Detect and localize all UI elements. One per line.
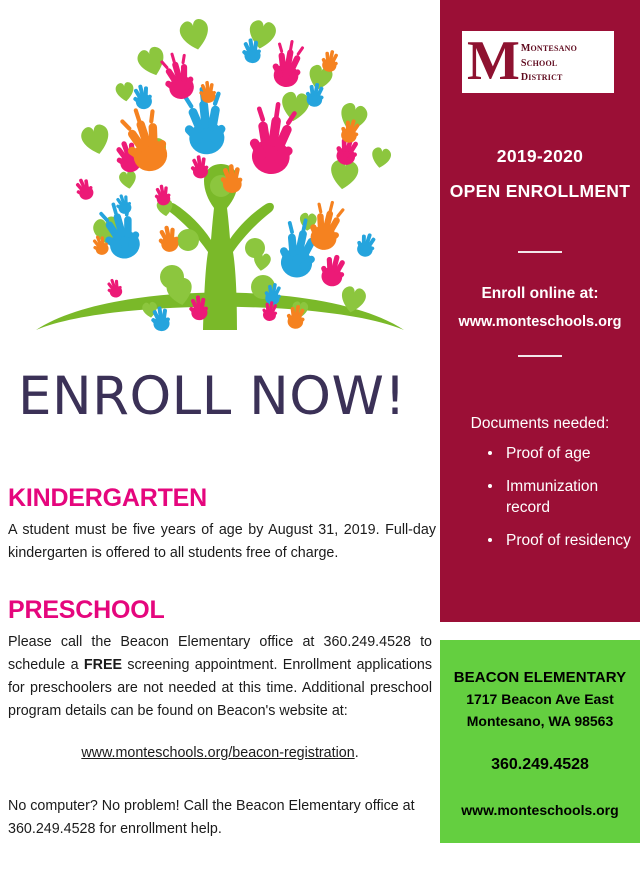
event-title: OPEN ENROLLMENT [449,181,631,201]
link-period: . [354,745,359,761]
kindergarten-body: A student must be five years of age by August 31, 2019. Full-day kindergarten is offered to all students free of charge. [8,522,436,561]
logo-line-district: district [520,69,563,85]
beacon-registration-link[interactable]: www.monteschools.org/beacon-registration [81,745,355,761]
preschool-body-part1: Please call the Beacon Elementary office at 360.249.4528 to schedule a [8,634,432,673]
logo-line-montesano: montesano [520,40,577,56]
enroll-online-label: Enroll online at: [481,285,599,302]
handprint-tree-illustration [0,0,440,352]
preschool-body-part2: screening appointment. Enrollment applications for preschoolers are not needed at this time. Additional preschool program details can be found on Beacon's website at: [8,657,432,719]
contact-address-line1: 1717 Beacon Ave East [466,691,614,707]
list-item: Proof of age [484,443,634,464]
list-item: Proof of residency [484,530,634,551]
contact-website[interactable]: www.monteschools.org [461,802,619,818]
contact-phone[interactable]: 360.249.4528 [491,756,589,773]
montesano-school-district-logo [462,31,614,93]
logo-monogram-icon: M [467,30,517,92]
no-computer-note: No computer? No problem! Call the Beacon Elementary office at 360.249.4528 for enrollment help. [8,798,415,837]
list-item: Immunization record [484,476,634,518]
divider-bottom [518,355,562,357]
preschool-body [8,631,432,723]
preschool-heading: PRESCHOOL [8,596,165,624]
contact-address-line2: Montesano, WA 98563 [466,713,614,729]
logo-line-school: school [520,54,558,70]
documents-needed-list [484,443,634,563]
enroll-online-url[interactable]: www.monteschools.org [458,314,622,330]
divider-top [518,251,562,253]
documents-needed-heading: Documents needed: [470,415,610,432]
preschool-link-line [8,742,432,764]
logo-wordmark [521,41,577,85]
kindergarten-heading: KINDERGARTEN [8,484,207,512]
sidebar-panel [440,0,640,622]
page-title: ENROLL NOW! [18,366,407,427]
preschool-body-emphasis: FREE [83,657,123,673]
school-year: 2019-2020 [496,146,584,166]
contact-school-name: BEACON ELEMENTARY [453,669,627,686]
contact-box [440,640,640,843]
